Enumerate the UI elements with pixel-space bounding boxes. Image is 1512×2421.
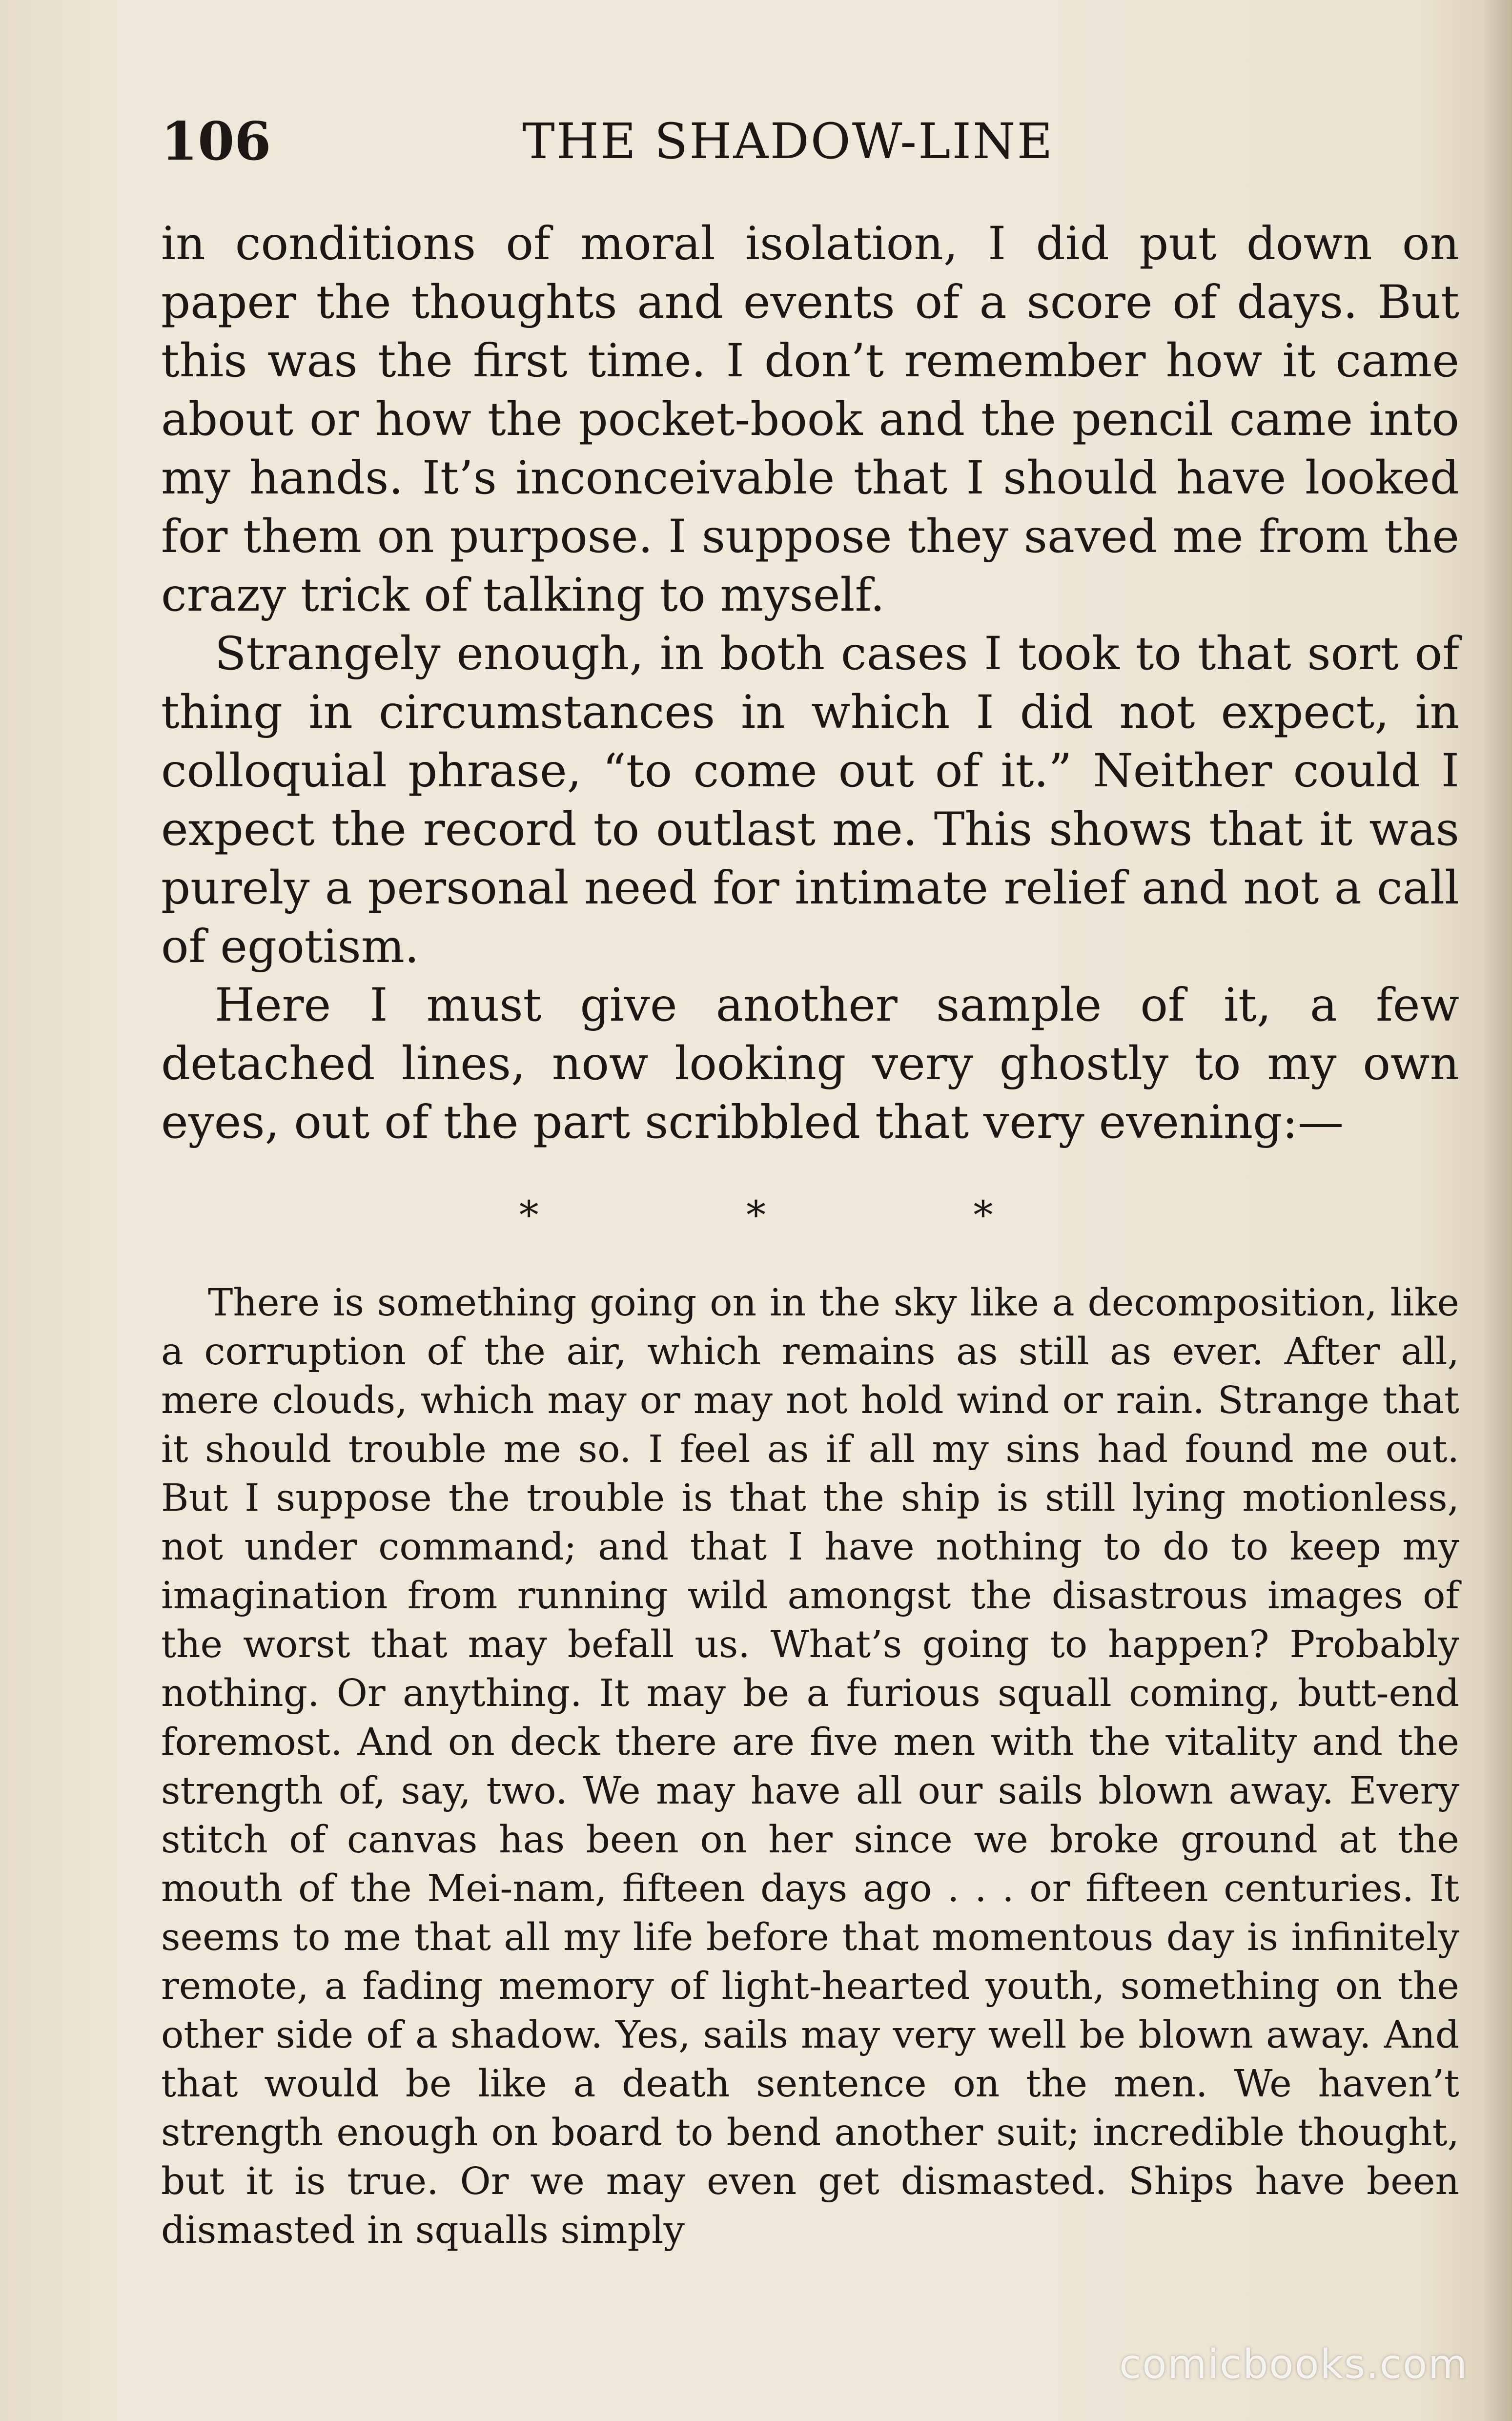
page-header: [161, 107, 1459, 176]
watermark: comicbooks.com: [1119, 2341, 1468, 2388]
journal-entry-block: [161, 1279, 1459, 2255]
journal-entry-paragraph: There is something going on in the sky like a decomposition, like a corruption of the air, which remains as still as ever. After all, mere clouds, which may or may not hold wind or rain. Strange that it should trouble me so. I feel as if all my sins had found me out. But I suppose the trouble is that the ship is still lying motionless, not under command; and that I have nothing to do to keep my imagination from running wild amongst the disastrous images of the worst that may befall us. What’s going to happen? Probably nothing. Or anything. It may be a furious squall coming, butt-end foremost. And on deck there are five men with the vitality and the strength of, say, two. We may have all our sails blown away. Every stitch of canvas has been on her since we broke ground at the mouth of the Mei-nam, fifteen days ago . . . or fifteen centuries. It seems to me that all my life before that momentous day is infinitely remote, a fading memory of light-hearted youth, something on the other side of a shadow. Yes, sails may very well be blown away. And that would be like a death sentence on the men. We haven’t strength enough on board to bend another suit; incredible thought, but it is true. Or we may even get dismasted. Ships have been dismasted in squalls simply: [161, 1281, 1459, 2252]
page-number: 106: [161, 111, 271, 172]
paragraph-3: Here I must give another sample of it, a few detached lines, now looking very ghostly to my own eyes, out of the part scribbled that very evening:—: [161, 979, 1459, 1149]
paragraph-2: Strangely enough, in both cases I took to that sort of thing in circumstances in which I did not expect, in colloquial phrase, “to come out of it.” Neither could I expect the record to outlast me. This shows that it was purely a personal need for intimate relief and not a call of egotism.: [161, 627, 1459, 973]
paragraph-1: in conditions of moral isolation, I did put down on paper the thoughts and events of a score of days. But this was the first time. I don’t remember how it came about or how the pocket-book and the pencil came into my hands. It’s inconceivable that I should have looked for them on purpose. I suppose they saved me from the crazy trick of talking to myself.: [161, 217, 1459, 622]
section-separator: * * *: [519, 1192, 1091, 1238]
main-text-block: [161, 215, 1459, 1152]
running-title: THE SHADOW-LINE: [522, 113, 1054, 170]
